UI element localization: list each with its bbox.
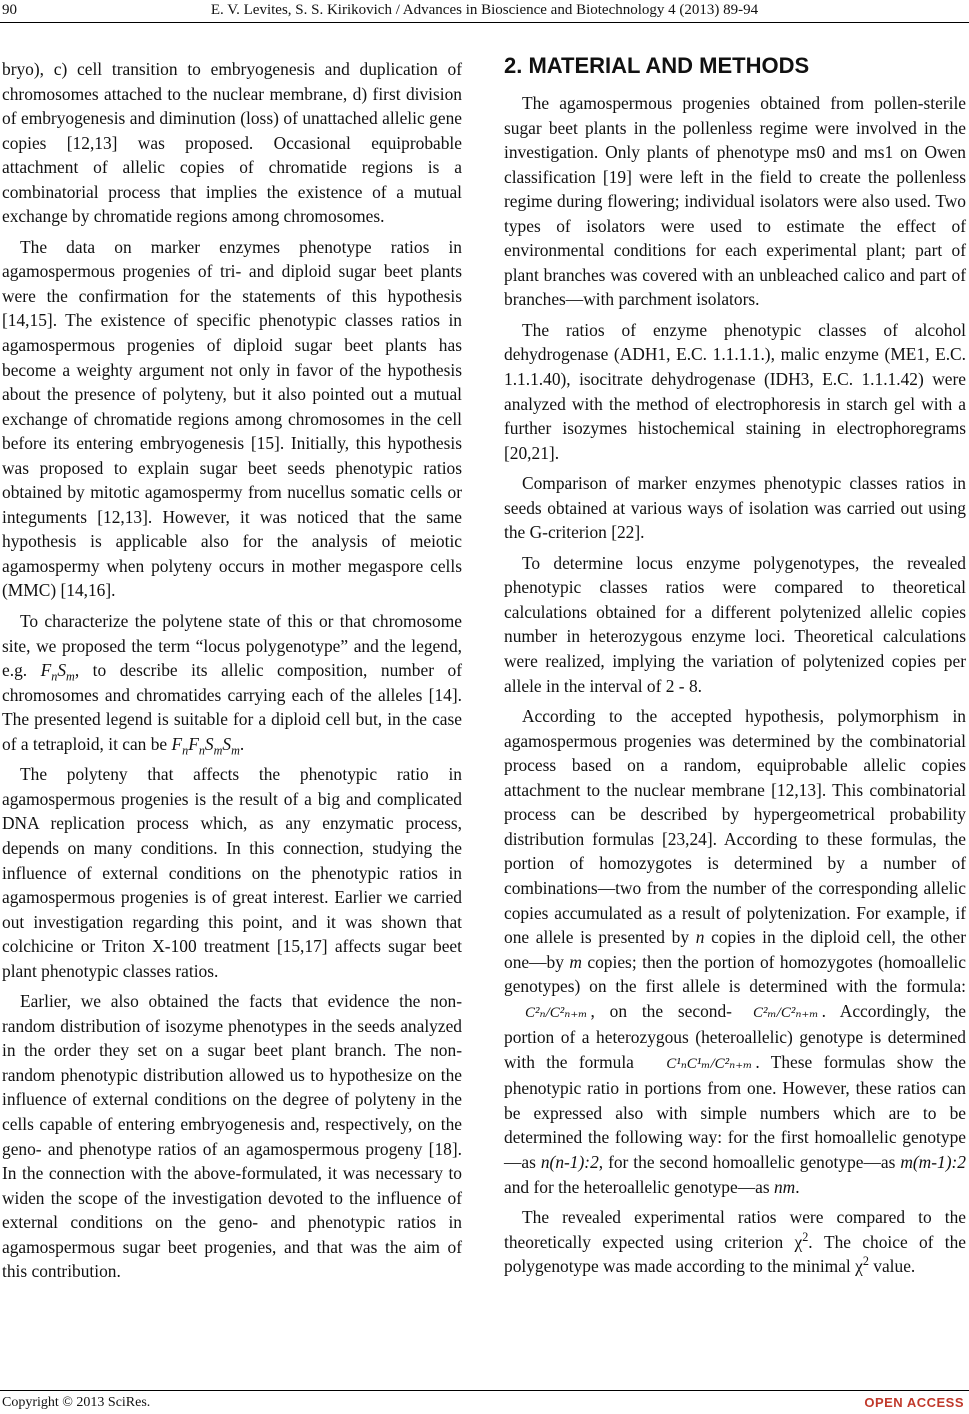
open-access-label: OPEN ACCESS: [864, 1395, 964, 1410]
paragraph: The data on marker enzymes phenotype ratios in agamospermous progenies of tri- and diploid sugar beet plants were the confirmation for the statements of this hypothesis [14,15]. The existence of specific phenotypic classes ratios in agamospermous progenies of diploid sugar beet plants has become a weighty argument not only in favor of the hypothesis about the presence of polyteny, but it also pointed out a mutual exchange of chromatide regions among chromosomes in the cell before its entering embryogenesis [15]. Initially, this hypothesis was proposed to explain sugar beet seeds phenotypic ratios obtained by mitotic agamospermy from nucellus somatic cells or integuments [12,13]. However, it was noticed that the same hypothesis is applicable also for the analysis of meiotic agamospermy when polyteny occurs in mother megaspore cells (MMC) [14,16].: [2, 236, 462, 601]
footer-rule: [0, 1390, 969, 1391]
right-column: [504, 91, 966, 1285]
paragraph: The polyteny that affects the phenotypic ratio in agamospermous progenies is the result of a big and complicated DNA replication process which, as any enzymatic process, depends on many conditions. In this connection, studying the influence of external conditions on the phenotypic ratios in agamospermous progenies is of great interest. Earlier we carried out investigation regarding this point, and it was shown that colchicine or Triton X-100 treatment [15,17] affects sugar beet plant phenotypic classes ratios.: [2, 764, 462, 981]
legend-diploid: $F_nS_m$: [40, 660, 75, 684]
page-number: 90: [2, 2, 17, 18]
text-run: .: [239, 733, 245, 754]
paragraph: The agamospermous progenies obtained from pollen-sterile sugar beet plants in the pollenless regime were involved in the investigation. Only plants of phenotype ms0 and ms1 on Owen classification [19] were left in the field to create the pollenless regime during flowering; individual isolators were also used. Two types of isolators were used to estimate the effect of environmental conditions for each experimental plant; part of plant branches was covered with an unbleached calico and part of branches—with parchment isolators.: [504, 93, 966, 310]
copyright-text: Copyright © 2013 SciRes.: [2, 1395, 151, 1410]
running-head: E. V. Levites, S. S. Kirikovich / Advances in Bioscience and Biotechnology 4 (2013) 89-94: [210, 2, 759, 18]
formula-homozygote-second: C²ₘ/C²ₙ₊ₘ: [752, 1004, 819, 1021]
page-footer: [0, 1394, 969, 1414]
page-header: [0, 0, 969, 22]
legend-tetraploid: $F_nF_nS_mS_m$: [171, 733, 240, 758]
text-run: , to describe its allelic composition, number of chromosomes and chromatides carrying each of the alleles [14]. The presented legend is suitable for a diploid cell but, in the case of a tetraploid, it can be: [2, 660, 462, 754]
section-title: 2. MATERIAL AND METHODS: [504, 53, 810, 78]
formula-homozygote-first: C²ₙ/C²ₙ₊ₘ: [525, 1004, 588, 1021]
paragraph: The ratios of enzyme phenotypic classes of alcohol dehydrogenase (ADH1, E.C. 1.1.1.1.), malic enzyme (ME1, E.C. 1.1.1.40), isocitrate dehydrogenase (IDH3, E.C. 1.1.1.42) were analyzed with the method of electrophoresis in starch gel with a further isozymes histochemical staining in electrophoregrams [20,21].: [504, 319, 966, 463]
paragraph: [2, 609, 462, 756]
left-column: [2, 57, 462, 1290]
formula-heterozygote: C¹ₙC¹ₘ/C²ₙ₊ₘ: [666, 1055, 753, 1072]
header-rule: [0, 22, 969, 23]
paragraph: Earlier, we also obtained the facts that evidence the non-random distribution of isozyme phenotypes in the seeds analyzed in the order they set on a sugar beet plant branch. The non-random phenotypic distribution allowed us to hypothesize on the influence of external conditions on the degree of polyteny in the cells capable of entering embryogenesis and, respectively, on the geno- and phenotype ratios of an agamospermous progeny [18]. In the connection with the above-formulated, it was necessary to widen the scope of the investigation devoted to the influence of external conditions on the geno- and phenotypic ratios in agamospermous sugar beet progenies, and that was the aim of this contribution.: [2, 991, 462, 1282]
text-run: To characterize the polytene state of this or that chromosome site, we proposed the term “locus polygenotype” and the legend, e.g.: [2, 611, 462, 681]
paragraph: To determine locus enzyme polygenotypes, the revealed phenotypic classes ratios were compared to theoretical calculations obtained for a different polytenized allelic copies number in heterozygous enzyme loci. Theoretical calculations were realized, implying the variation of polytenized copies per allele in the interval of 2 - 8.: [504, 552, 966, 696]
paragraph: Comparison of marker enzymes phenotypic classes ratios in seeds obtained at various ways of isolation was carried out using the G-criterion [22].: [504, 473, 966, 543]
paragraph: According to the accepted hypothesis, polymorphism in agamospermous progenies was determined by the combinatorial process based on a random, equiprobable allelic copies attachment to the nuclear membrane [12,13]. This combinatorial process can be described by hypergeometrical probability distribution formulas [23,24]. According to these formulas, the portion of homozygotes is determined by a number of combinations—two from the number of the corresponding allelic copies accumulated as a result of polytenization. For example, if one allele is presented by n copies in the diploid cell, the other one—by m copies; then the portion of homozygotes (homoallelic genotypes) on the first allele is determined with the formula: C²ₙ/C²ₙ₊ₘ , on the second- C²ₘ/C²ₙ₊ₘ . Accordingly, the portion of a heterozygous (heteroallelic) genotype is determined with the formula C¹ₙC¹ₘ/C²ₙ₊ₘ . These formulas show the phenotypic ratio in portions from one. However, these ratios can be expressed also with simple numbers which are to be determined the following way: for the first homoallelic genotype—as n(n-1):2, for the second homoallelic genotype—as m(m-1):2 and for the heteroallelic genotype—as nm.: [504, 706, 966, 1197]
paragraph: bryo), c) cell transition to embryogenesis and duplication of chromosomes attached to the nuclear membrane, d) first division of embryogenesis and diminution (loss) of unattached allelic gene copies [12,13] was proposed. Occasional equiprobable attachment of allelic copies of chromatide regions is a combinatorial process that implies the existence of a mutual exchange by chromatide regions among chromosomes.: [2, 59, 462, 227]
paragraph: The revealed experimental ratios were compared to the theoretically expected using criterion $\chi^2$. The choice of the polygenotype was made according to the minimal $\chi^2$ value.: [504, 1207, 966, 1277]
